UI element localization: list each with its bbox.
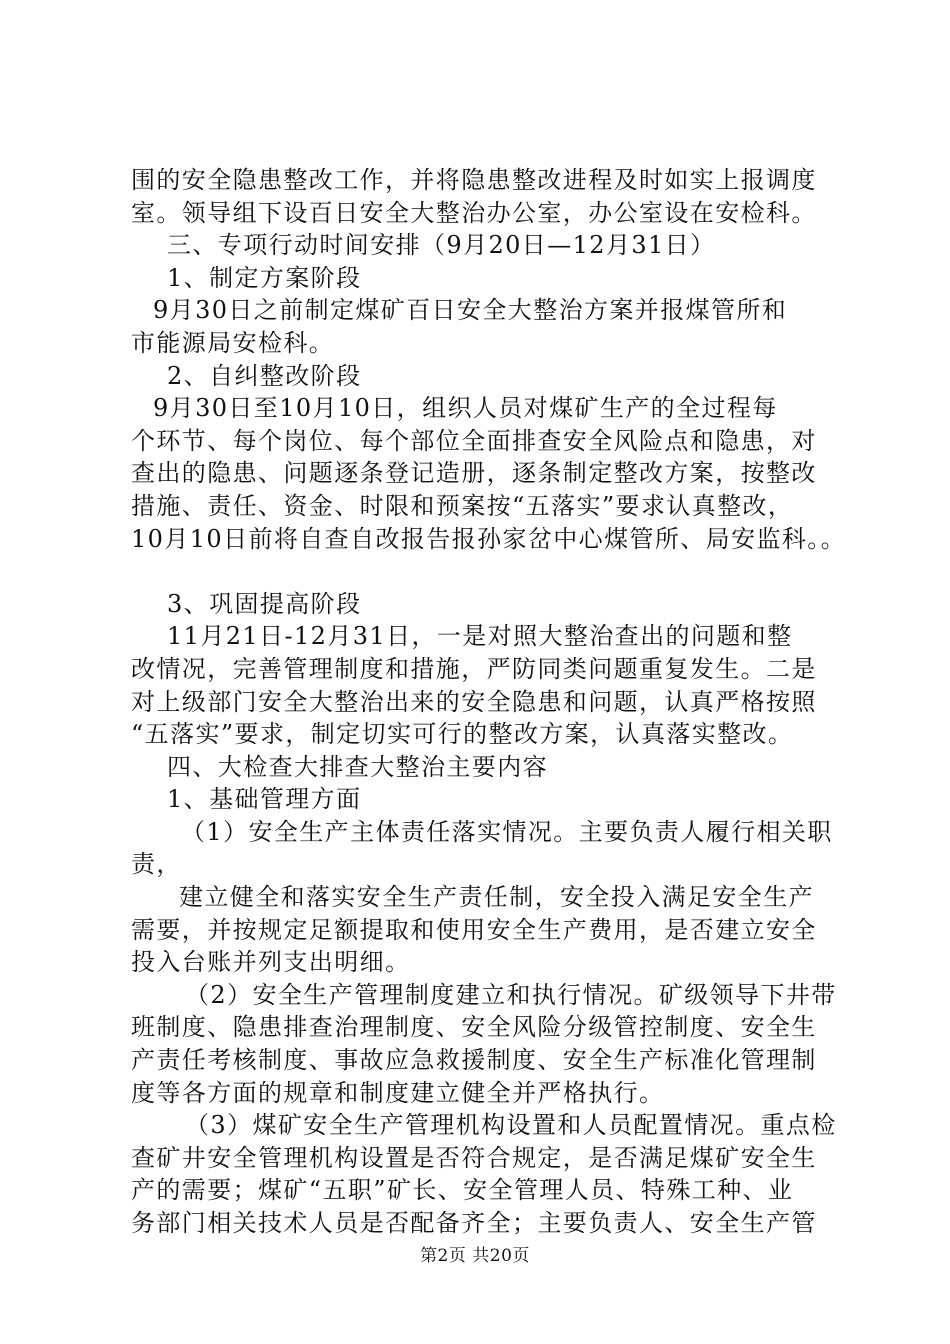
text-line: （2）安全生产管理制度建立和执行情况。矿级领导下井带 bbox=[185, 980, 837, 1009]
text-line: 需要，并按规定足额提取和使用安全生产费用，是否建立安全 bbox=[131, 915, 817, 944]
subsection-heading: 1、基础管理方面 bbox=[167, 785, 362, 814]
text-line: 产的需要；煤矿“五职”矿长、安全管理人员、特殊工种、业 bbox=[131, 1176, 794, 1205]
page-number: 第2页 共20页 bbox=[420, 1246, 530, 1266]
section-heading: 三、专项行动时间安排（9月20日—12月31日） bbox=[167, 231, 716, 260]
blank-line bbox=[131, 555, 843, 588]
text-line: 对上级部门安全大整治出来的安全隐患和问题，认真严格按照 bbox=[131, 687, 817, 716]
subsection-heading: 3、巩固提高阶段 bbox=[167, 589, 362, 618]
text-line: 责， bbox=[131, 850, 182, 879]
text-line: 改情况，完善管理制度和措施，严防同类问题重复发生。二是 bbox=[131, 654, 817, 683]
subsection-heading: 1、制定方案阶段 bbox=[167, 263, 362, 292]
text-line: 9月30日之前制定煤矿百日安全大整治方案并报煤管所和 bbox=[153, 296, 788, 325]
text-line: 投入台账并列支出明细。 bbox=[131, 948, 411, 977]
subsection-heading: 2、自纠整改阶段 bbox=[167, 361, 362, 390]
text-line: 个环节、每个岗位、每个部位全面排查安全风险点和隐患，对 bbox=[131, 426, 817, 455]
text-line: 查出的隐患、问题逐条登记造册，逐条制定整改方案，按整改 bbox=[131, 459, 817, 488]
text-line: 建立健全和落实安全生产责任制，安全投入满足安全生产 bbox=[179, 883, 814, 912]
text-line: 9月30日至10月10日，组织人员对煤矿生产的全过程每 bbox=[153, 394, 778, 423]
text-line: 措施、责任、资金、时限和预案按“五落实”要求认真整改， bbox=[131, 491, 794, 520]
text-line: 务部门相关技术人员是否配备齐全；主要负责人、安全生产管 bbox=[131, 1209, 817, 1237]
document-body bbox=[131, 164, 847, 1240]
text-line: （1）安全生产主体责任落实情况。主要负责人履行相关职 bbox=[181, 817, 833, 846]
text-line: “五落实”要求，制定切实可行的整改方案，认真落实整改。 bbox=[131, 720, 794, 749]
text-line: 产责任考核制度、事故应急救援制度、安全生产标准化管理制 bbox=[131, 1046, 817, 1075]
text-line: （3）煤矿安全生产管理机构设置和人员配置情况。重点检 bbox=[185, 1111, 837, 1140]
text-line: 10月10日前将自查自改报告报孙家岔中心煤管所、局安监科。。 bbox=[131, 524, 847, 553]
text-line: 室。领导组下设百日安全大整治办公室，办公室设在安检科。 bbox=[131, 198, 817, 227]
section-heading: 四、大检查大排查大整治主要内容 bbox=[167, 752, 548, 781]
text-line: 11月21日-12月31日，一是对照大整治查出的问题和整 bbox=[167, 622, 793, 651]
text-line: 度等各方面的规章和制度建立健全并严格执行。 bbox=[131, 1078, 665, 1107]
text-line: 市能源局安检科。 bbox=[131, 328, 335, 357]
text-line: 查矿井安全管理机构设置是否符合规定，是否满足煤矿安全生 bbox=[131, 1143, 817, 1172]
text-line: 围的安全隐患整改工作，并将隐患整改进程及时如实上报调度 bbox=[131, 166, 817, 194]
text-line: 班制度、隐患排查治理制度、安全风险分级管控制度、安全生 bbox=[131, 1013, 817, 1042]
